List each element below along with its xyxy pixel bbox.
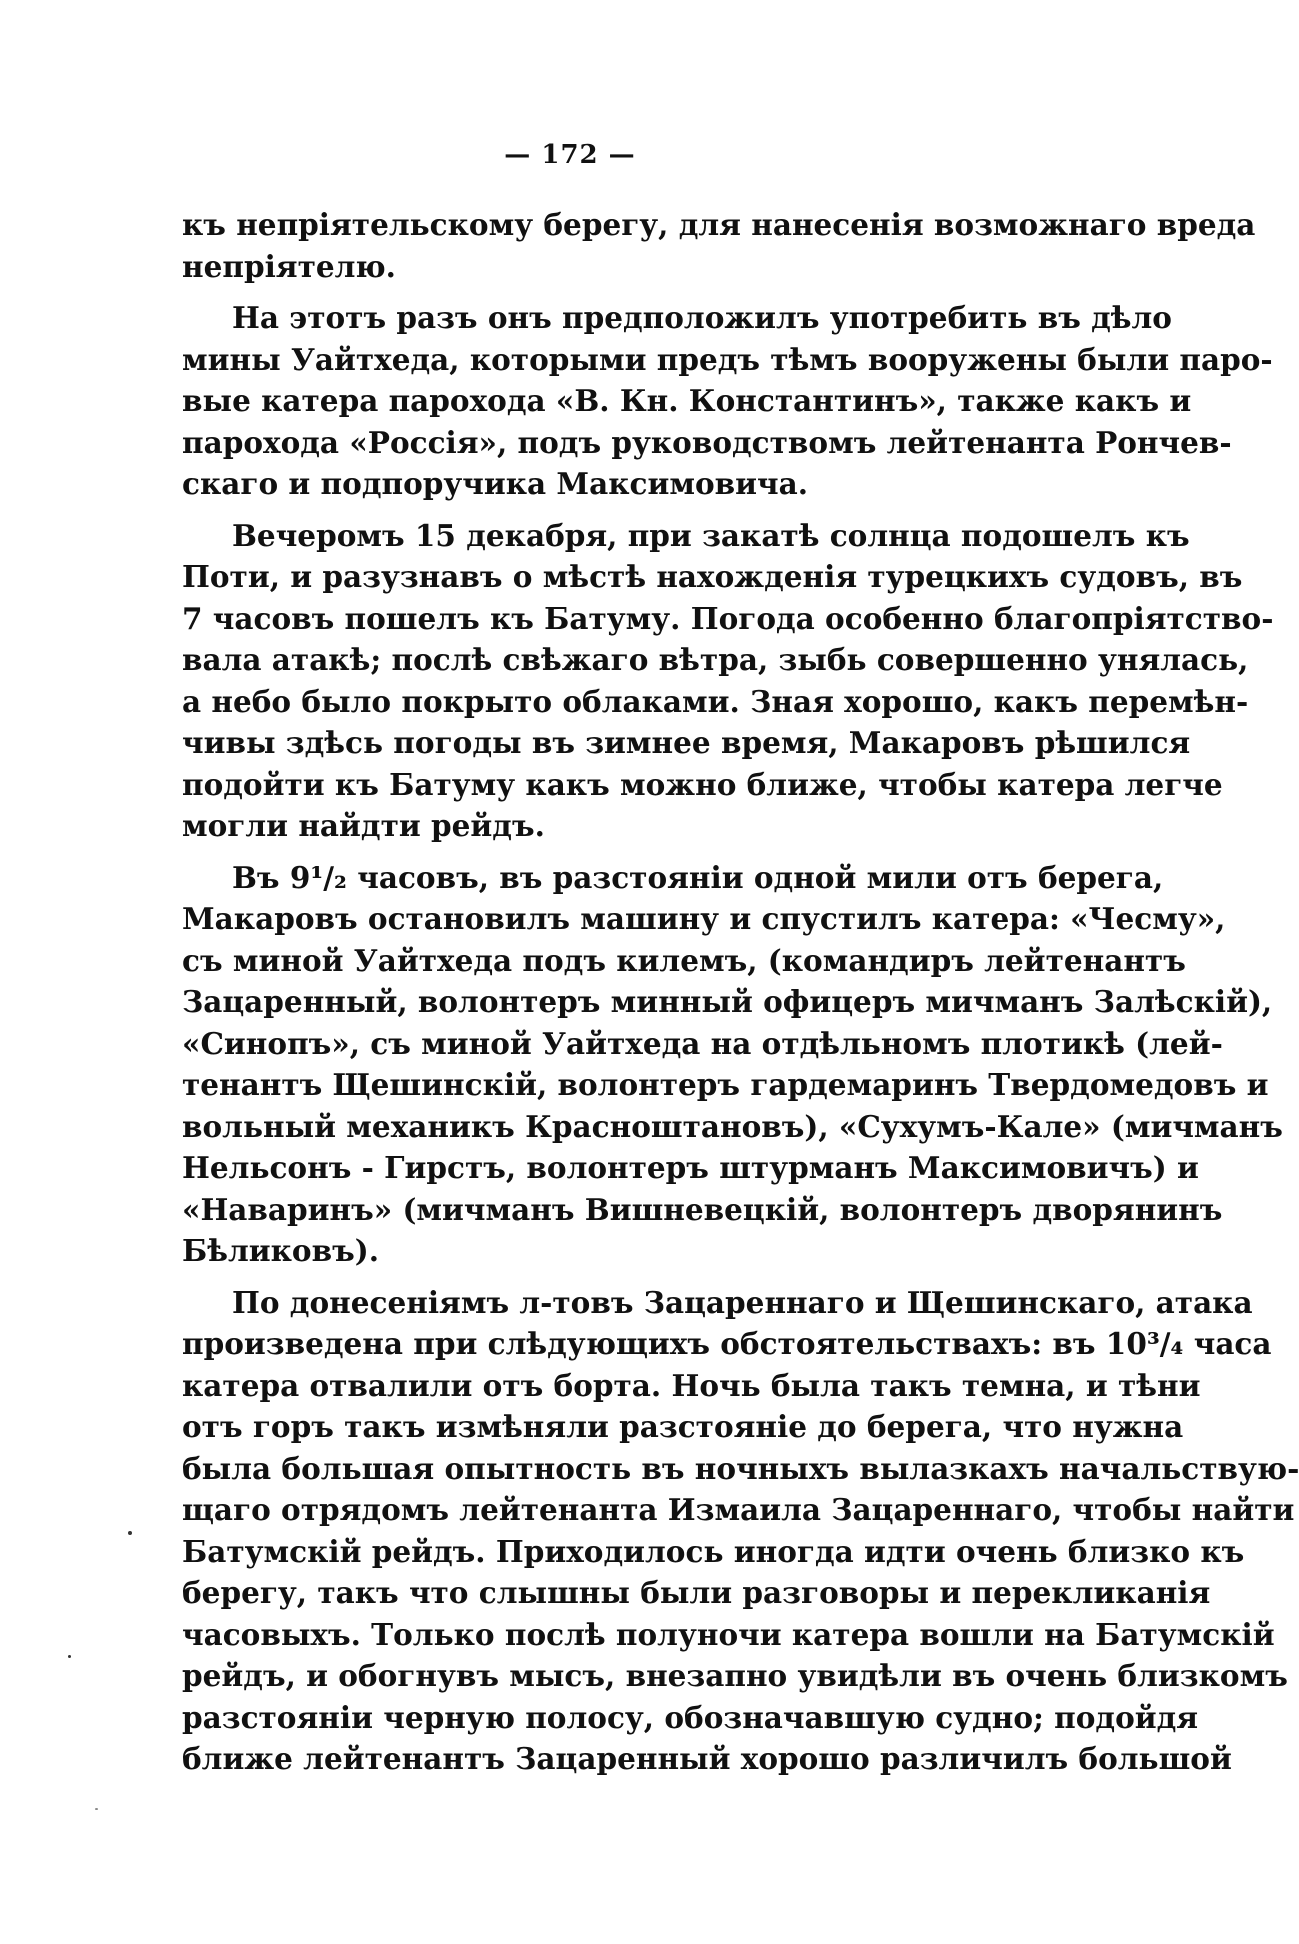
paper-speck: [95, 1808, 98, 1810]
text-line: щаго отрядомъ лейтенанта Измаила Зацареннаго, чтобы найти: [182, 1492, 1295, 1527]
text-line: Вечеромъ 15 декабря, при закатѣ солнца подошелъ къ: [232, 517, 1190, 553]
text-line: Поти, и разузнавъ о мѣстѣ нахожденія турецкихъ судовъ, въ: [182, 559, 1243, 594]
paragraph: [182, 297, 1273, 505]
text-line: катера отвалили отъ борта. Ночь была такъ темна, и тѣни: [182, 1367, 1201, 1403]
text-line: подойти къ Батуму какъ можно ближе, чтобы катера легче: [182, 766, 1223, 802]
text-line: могли найдти рейдъ.: [182, 808, 545, 843]
text-line: чивы здѣсь погоды въ зимнее время, Макаровъ рѣшился: [182, 725, 1191, 760]
text-line: вольный механикъ Красноштановъ), «Сухумъ-Кале» (мичманъ: [182, 1108, 1283, 1144]
text-line: берегу, такъ что слышны были разговоры и перекликанія: [182, 1575, 1211, 1610]
paragraph: [182, 515, 1274, 847]
paragraph: [182, 857, 1283, 1272]
text-line: была большая опытность въ ночныхъ вылазкахъ начальствую-: [182, 1450, 1299, 1486]
text-line: рейдъ, и обогнувъ мысъ, внезапно увидѣли въ очень близкомъ: [182, 1658, 1288, 1693]
text-line: мины Уайтхеда, которыми предъ тѣмъ вооружены были паро-: [182, 341, 1273, 377]
paper-speck: [68, 1655, 71, 1658]
text-line: произведена при слѣдующихъ обстоятельствахъ: въ 10³/₄ часа: [182, 1326, 1272, 1361]
text-line: ближе лейтенантъ Зацаренный хорошо различилъ большой: [182, 1741, 1232, 1776]
text-line: Макаровъ остановилъ машину и спустилъ катера: «Чесму»,: [182, 901, 1226, 936]
text-line: вала атакѣ; послѣ свѣжаго вѣтра, зыбь совершенно унялась,: [182, 642, 1249, 677]
paragraph: [182, 1282, 1299, 1780]
text-line: «Синопъ», съ миной Уайтхеда на отдѣльномъ плотикѣ (лей-: [182, 1025, 1223, 1061]
text-line: На этотъ разъ онъ предположилъ употребить въ дѣло: [232, 300, 1172, 335]
text-line: а небо было покрыто облаками. Зная хорошо, какъ перемѣн-: [182, 683, 1249, 719]
text-line: «Наваринъ» (мичманъ Вишневецкій, волонтеръ дворянинъ: [182, 1191, 1223, 1227]
body-text: [182, 204, 1299, 1780]
paper-speck: [128, 1531, 132, 1535]
page-number: — 172 —: [504, 140, 636, 170]
text-line: Нельсонъ - Гирстъ, волонтеръ штурманъ Максимовичъ) и: [182, 1150, 1199, 1185]
text-line: вые катера парохода «В. Кн. Константинъ», также какъ и: [182, 383, 1192, 418]
text-line: Въ 9¹/₂ часовъ, въ разстояніи одной мили отъ берега,: [232, 859, 1164, 895]
text-line: часовыхъ. Только послѣ полуночи катера вошли на Батумскій: [182, 1616, 1275, 1652]
text-line: парохода «Россія», подъ руководствомъ лейтенанта Рончев-: [182, 424, 1232, 460]
text-line: Бѣликовъ).: [182, 1233, 379, 1268]
text-line: къ непріятельскому берегу, для нанесенія возможнаго вреда: [182, 207, 1256, 242]
text-line: отъ горъ такъ измѣняли разстояніе до берега, что нужна: [182, 1409, 1184, 1444]
text-line: непріятелю.: [182, 248, 396, 284]
text-line: 7 часовъ пошелъ къ Батуму. Погода особенно благопріятство-: [182, 600, 1274, 636]
text-line: разстояніи черную полосу, обозначавшую судно; подойдя: [182, 1699, 1199, 1735]
text-line: Батумскій рейдъ. Приходилось иногда идти очень близко къ: [182, 1533, 1245, 1569]
text-line: По донесеніямъ л-товъ Зацареннаго и Щешинскаго, атака: [232, 1284, 1253, 1320]
text-line: Зацаренный, волонтеръ минный офицеръ мичманъ Залѣскій),: [182, 984, 1273, 1019]
text-line: съ миной Уайтхеда подъ килемъ, (командиръ лейтенантъ: [182, 942, 1186, 978]
paragraph: [182, 204, 1256, 287]
text-line: скаго и подпоручика Максимовича.: [182, 466, 808, 501]
text-line: тенантъ Щешинскій, волонтеръ гардемаринъ Твердомедовъ и: [182, 1067, 1269, 1102]
